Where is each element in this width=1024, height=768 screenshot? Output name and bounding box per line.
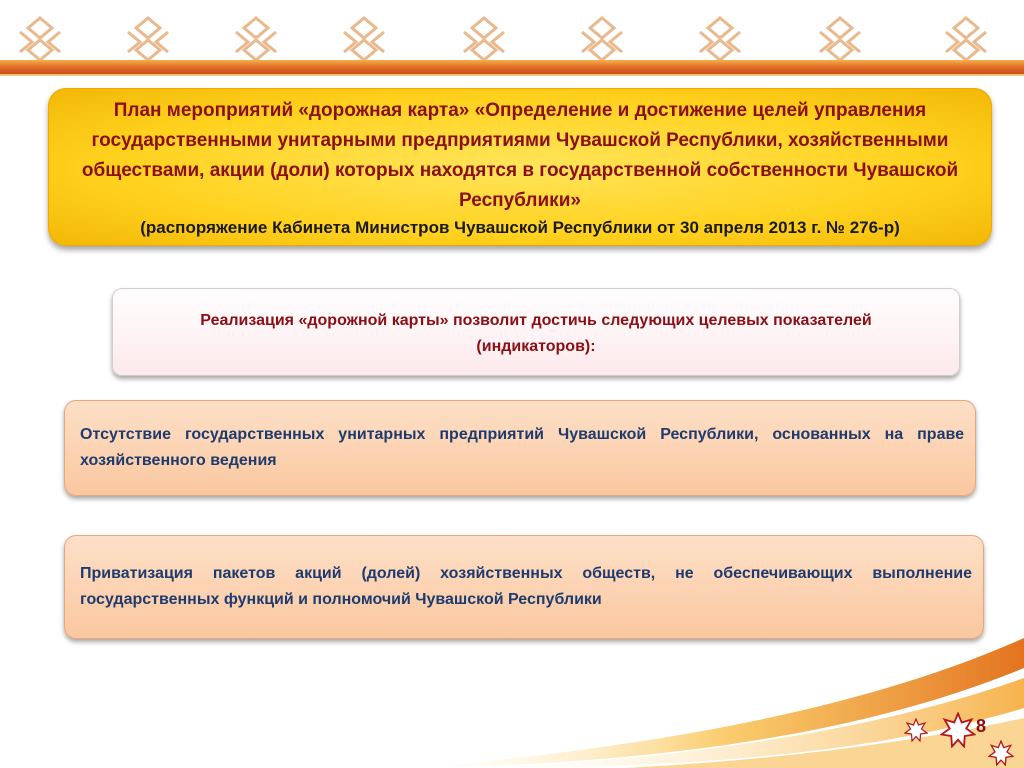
star-outline-icon	[940, 712, 976, 748]
chuvash-ornament-icon	[574, 14, 630, 62]
header-accent-stripe	[0, 60, 1024, 74]
target-indicator-panel	[64, 535, 984, 639]
chuvash-ornament-icon	[456, 14, 512, 62]
star-outline-icon	[988, 740, 1014, 766]
decorative-swoosh	[424, 628, 1024, 768]
title-panel	[48, 88, 992, 246]
order-reference: (распоряжение Кабинета Министров Чувашской Республики от 30 апреля 2013 г. № 276-р)	[140, 218, 900, 237]
target-indicator-text: Приватизация пакетов акций (долей) хозяйственных обществ, не обеспечивающих выполнение государственных функций и полномочий Чувашской Республики	[80, 565, 972, 608]
target-indicator-panel	[64, 400, 976, 496]
chuvash-ornament-icon	[228, 14, 284, 62]
target-indicator-text: Отсутствие государственных унитарных предприятий Чувашской Республики, основанных на праве хозяйственного ведения	[80, 426, 964, 469]
chuvash-ornament-icon	[692, 14, 748, 62]
intro-panel	[112, 288, 960, 376]
slide-title: План мероприятий «дорожная карта» «Определение и достижение целей управления государственными унитарными предприятиями Чувашской Республики, хозяйственными обществами, акции (доли) которых находятся в государственной собственности Чувашской Республики»	[81, 100, 959, 211]
intro-text: Реализация «дорожной карты» позволит достичь следующих целевых показателей (индикаторов):	[200, 312, 872, 355]
star-outline-icon	[904, 718, 928, 742]
page-number: 8	[976, 716, 987, 736]
chuvash-ornament-icon	[336, 14, 392, 62]
chuvash-ornament-icon	[12, 14, 68, 62]
header-divider	[0, 74, 1024, 76]
chuvash-ornament-icon	[938, 14, 994, 62]
chuvash-ornament-icon	[812, 14, 868, 62]
chuvash-ornament-icon	[120, 14, 176, 62]
